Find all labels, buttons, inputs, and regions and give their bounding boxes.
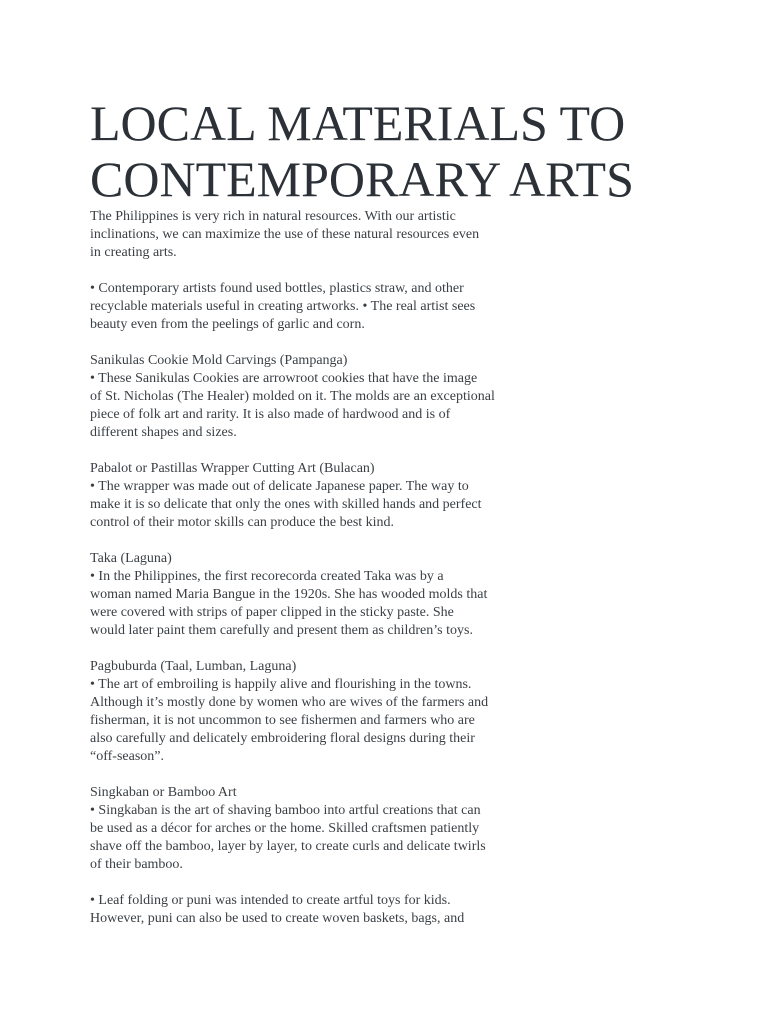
section-heading: Singkaban or Bamboo Art xyxy=(90,785,237,800)
text-line: of St. Nicholas (The Healer) molded on it. The molds are an exceptional xyxy=(90,389,495,404)
text-line: control of their motor skills can produce the best kind. xyxy=(90,515,395,530)
text-line: • In the Philippines, the first recorecorda created Taka was by a xyxy=(90,569,444,584)
section-heading: Pabalot or Pastillas Wrapper Cutting Art (Bulacan) xyxy=(90,461,375,476)
text-line: fisherman, it is not uncommon to see fishermen and farmers who are xyxy=(90,713,475,728)
title-line-1: LOCAL MATERIALS TO xyxy=(90,95,626,151)
section-heading: Sanikulas Cookie Mold Carvings (Pampanga) xyxy=(90,353,348,368)
text-line: be used as a décor for arches or the home. Skilled craftsmen patiently xyxy=(90,821,480,836)
text-line: inclinations, we can maximize the use of these natural resources even xyxy=(90,227,480,242)
section-heading: Taka (Laguna) xyxy=(90,551,172,566)
text-line: • The art of embroiling is happily alive and flourishing in the towns. xyxy=(90,677,472,692)
pagbuburda-section xyxy=(90,658,550,766)
document-body xyxy=(90,208,550,946)
text-line: • Leaf folding or puni was intended to create artful toys for kids. xyxy=(90,893,451,908)
text-line: make it is so delicate that only the ones with skilled hands and perfect xyxy=(90,497,482,512)
text-line: • Singkaban is the art of shaving bamboo into artful creations that can xyxy=(90,803,481,818)
text-line: in creating arts. xyxy=(90,245,177,260)
text-line: different shapes and sizes. xyxy=(90,425,237,440)
text-line: recyclable materials useful in creating artworks. • The real artist sees xyxy=(90,299,476,314)
text-line: However, puni can also be used to create woven baskets, bags, and xyxy=(90,911,465,926)
page-title xyxy=(90,95,730,207)
text-line: piece of folk art and rarity. It is also made of hardwood and is of xyxy=(90,407,451,422)
text-line: beauty even from the peelings of garlic and corn. xyxy=(90,317,365,332)
title-line-2: CONTEMPORARY ARTS xyxy=(90,151,634,207)
text-line: woman named Maria Bangue in the 1920s. She has wooded molds that xyxy=(90,587,488,602)
text-line: • These Sanikulas Cookies are arrowroot cookies that have the image xyxy=(90,371,478,386)
text-line: of their bamboo. xyxy=(90,857,183,872)
text-line: shave off the bamboo, layer by layer, to create curls and delicate twirls xyxy=(90,839,486,854)
text-line: “off-season”. xyxy=(90,749,164,764)
intro-paragraph xyxy=(90,208,550,262)
text-line: • Contemporary artists found used bottles, plastics straw, and other xyxy=(90,281,464,296)
text-line: The Philippines is very rich in natural resources. With our artistic xyxy=(90,209,456,224)
sanikulas-section xyxy=(90,352,550,442)
singkaban-section xyxy=(90,784,550,874)
puni-section xyxy=(90,892,550,928)
taka-section xyxy=(90,550,550,640)
contemporary-artists-paragraph xyxy=(90,280,550,334)
text-line: • The wrapper was made out of delicate Japanese paper. The way to xyxy=(90,479,469,494)
pabalot-section xyxy=(90,460,550,532)
text-line: would later paint them carefully and present them as children’s toys. xyxy=(90,623,473,638)
text-line: also carefully and delicately embroidering floral designs during their xyxy=(90,731,475,746)
text-line: Although it’s mostly done by women who are wives of the farmers and xyxy=(90,695,489,710)
section-heading: Pagbuburda (Taal, Lumban, Laguna) xyxy=(90,659,297,674)
text-line: were covered with strips of paper clipped in the sticky paste. She xyxy=(90,605,454,620)
